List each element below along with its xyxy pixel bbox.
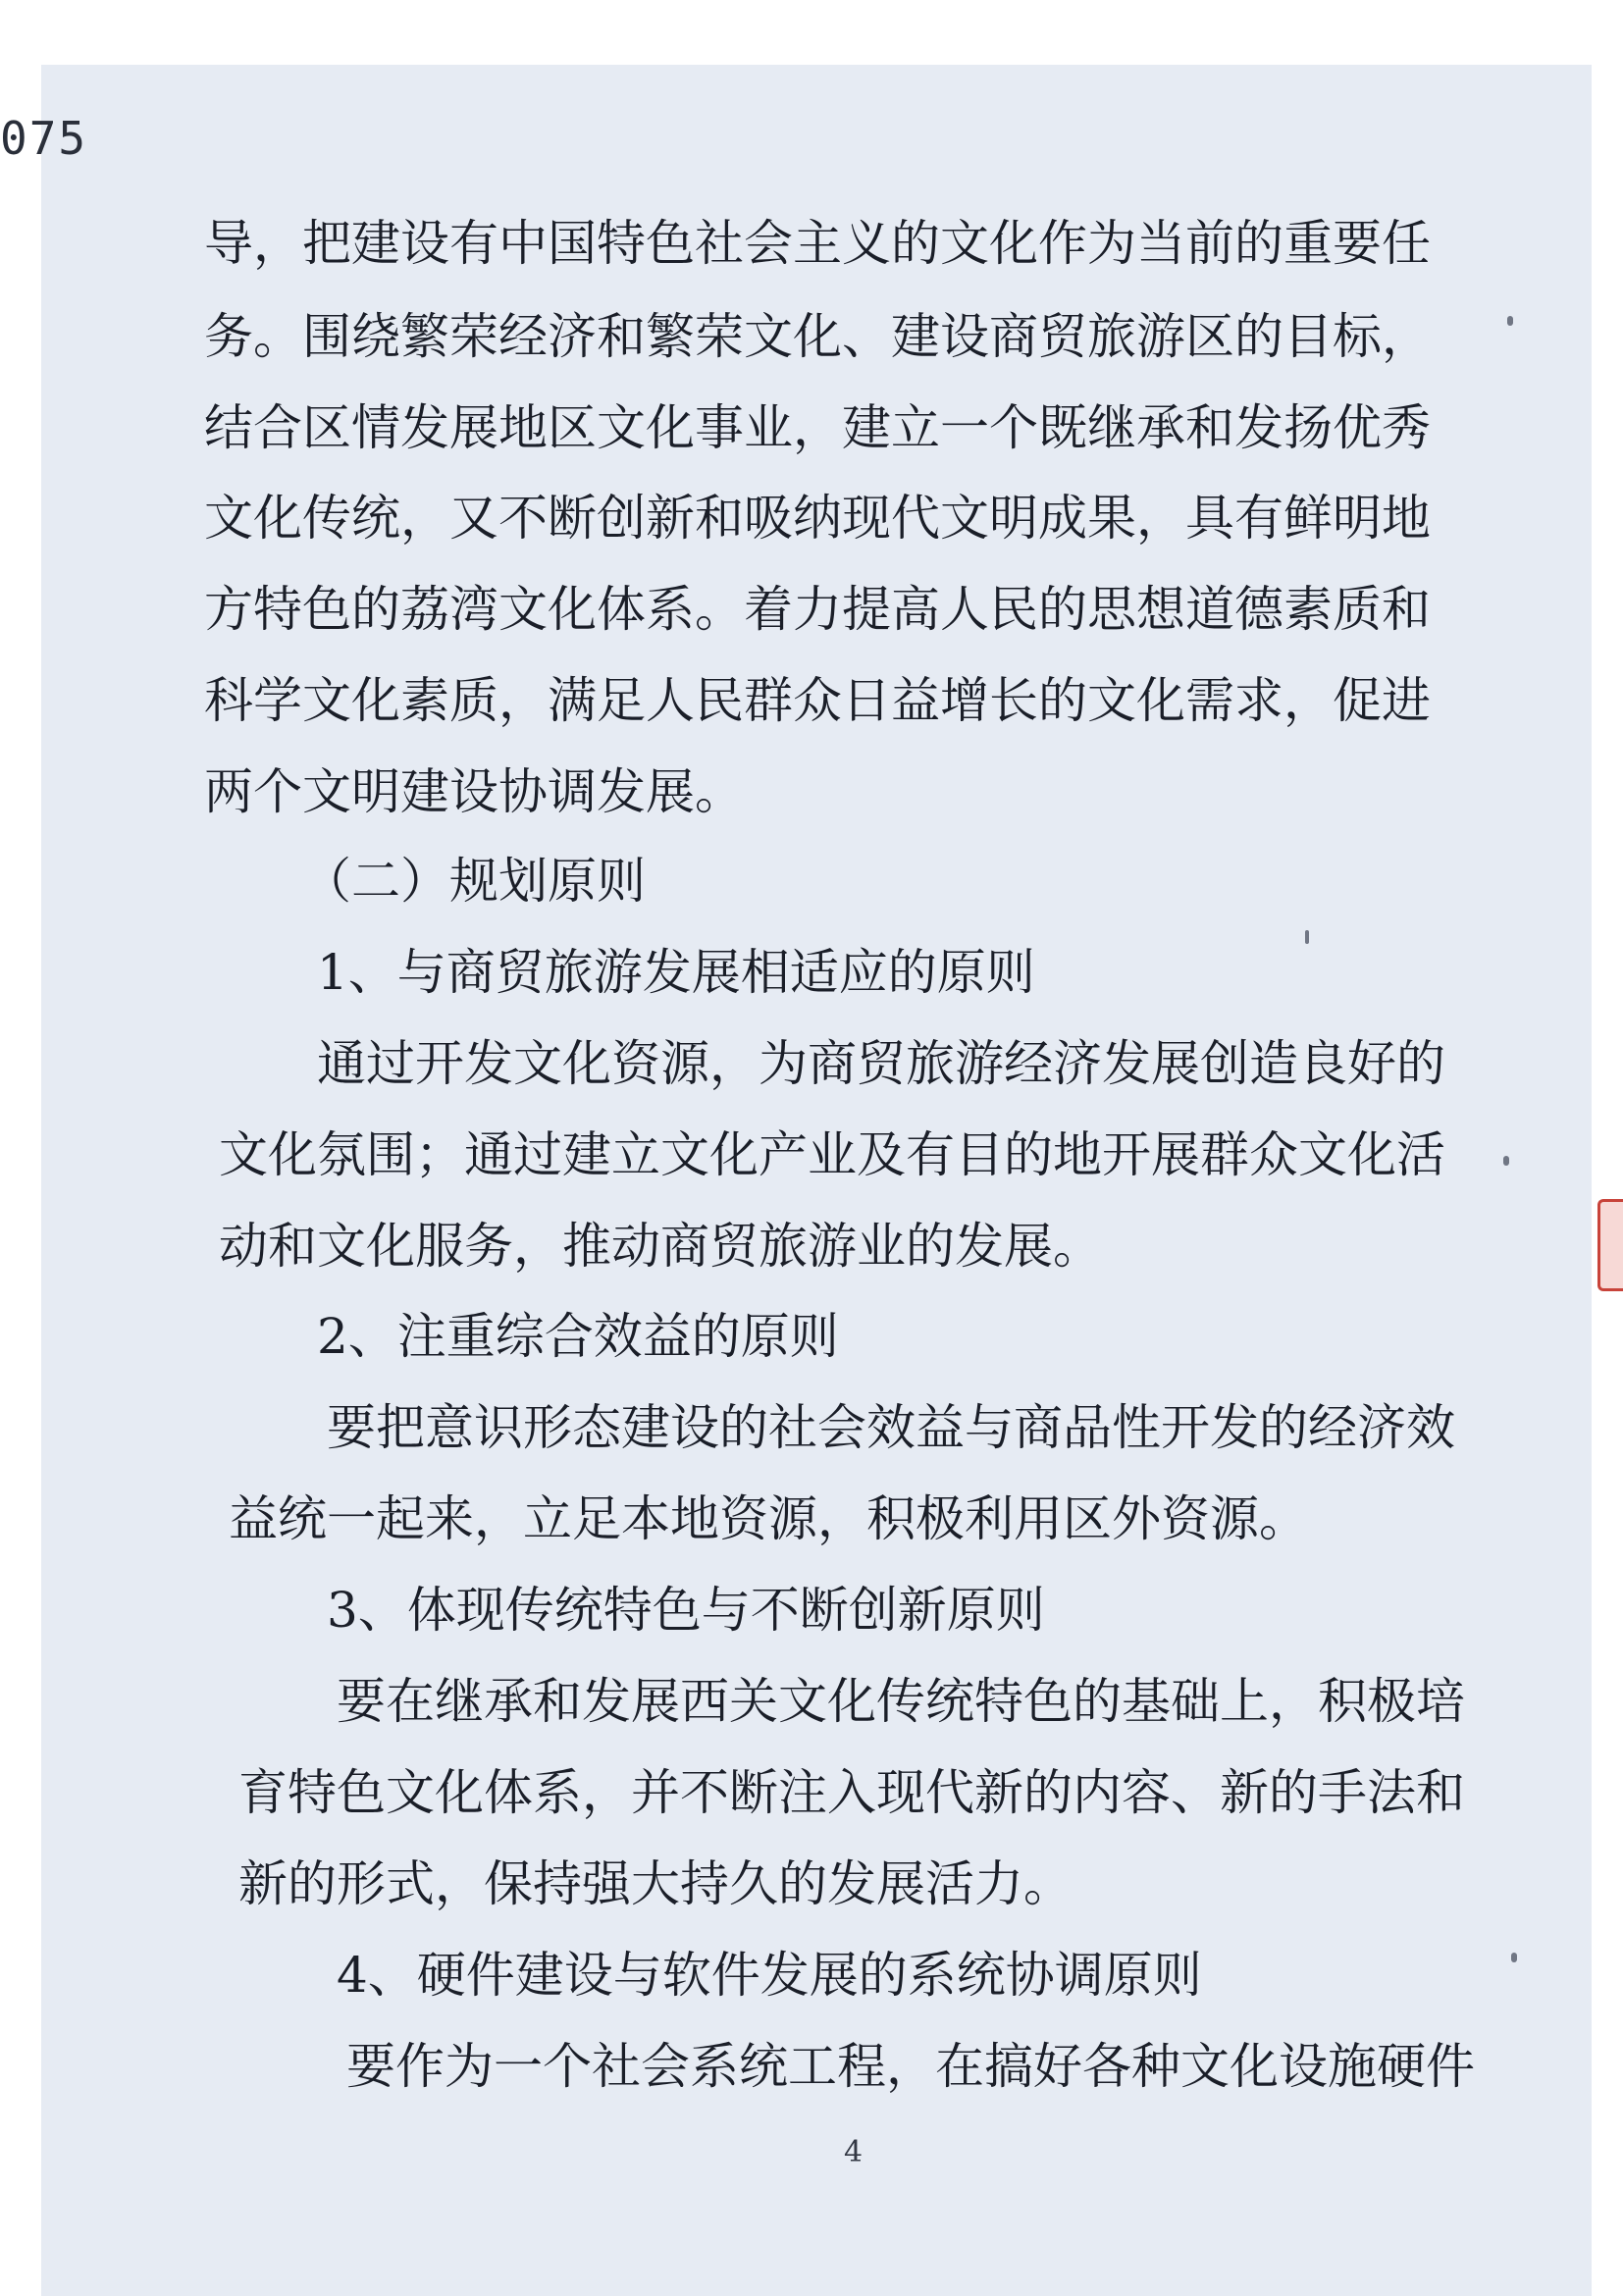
principle-heading: 1、与商贸旅游发展相适应的原则 xyxy=(317,944,1035,1001)
scan-margin xyxy=(0,0,41,2296)
text-line: 要在继承和发展西关文化传统特色的基础上，积极培 xyxy=(337,1673,1465,1730)
text-line: 育特色文化体系，并不断注入现代新的内容、新的手法和 xyxy=(238,1764,1465,1821)
text-line: 益统一起来，立足本地资源，积极利用区外资源。 xyxy=(229,1490,1308,1547)
page-number: 4 xyxy=(844,2135,864,2169)
principle-heading: 2、注重综合效益的原则 xyxy=(317,1308,839,1365)
archive-number: 075 xyxy=(0,112,88,165)
scan-speck xyxy=(1511,1953,1517,1962)
principle-heading: 3、体现传统特色与不断创新原则 xyxy=(327,1582,1045,1639)
text-line: 文化传统，又不断创新和吸纳现代文明成果，具有鲜明地 xyxy=(204,490,1431,547)
text-line: 结合区情发展地区文化事业，建立一个既继承和发扬优秀 xyxy=(204,399,1431,456)
stamp-fragment xyxy=(1597,1199,1623,1291)
section-heading: （二）规划原则 xyxy=(302,853,646,910)
text-line: 导，把建设有中国特色社会主义的文化作为当前的重要任 xyxy=(204,215,1431,272)
text-line: 文化氛围；通过建立文化产业及有目的地开展群众文化活 xyxy=(219,1126,1445,1183)
text-line: 通过开发文化资源，为商贸旅游经济发展创造良好的 xyxy=(317,1035,1445,1092)
text-line: 务。围绕繁荣经济和繁荣文化、建设商贸旅游区的目标， xyxy=(204,308,1431,365)
text-line: 要把意识形态建设的社会效益与商品性开发的经济效 xyxy=(327,1399,1455,1456)
text-line: 要作为一个社会系统工程，在搞好各种文化设施硬件 xyxy=(346,2038,1475,2095)
text-line: 方特色的荔湾文化体系。着力提高人民的思想道德素质和 xyxy=(204,581,1431,638)
text-line: 动和文化服务，推动商贸旅游业的发展。 xyxy=(219,1218,1102,1275)
scan-speck xyxy=(1503,1156,1509,1166)
text-line: 新的形式，保持强大持久的发展活力。 xyxy=(238,1855,1073,1912)
text-line: 科学文化素质，满足人民群众日益增长的文化需求，促进 xyxy=(204,672,1431,729)
principle-heading: 4、硬件建设与软件发展的系统协调原则 xyxy=(337,1947,1202,2004)
scan-speck xyxy=(1305,930,1309,944)
text-line: 两个文明建设协调发展。 xyxy=(204,763,744,820)
scan-speck xyxy=(1507,316,1513,326)
